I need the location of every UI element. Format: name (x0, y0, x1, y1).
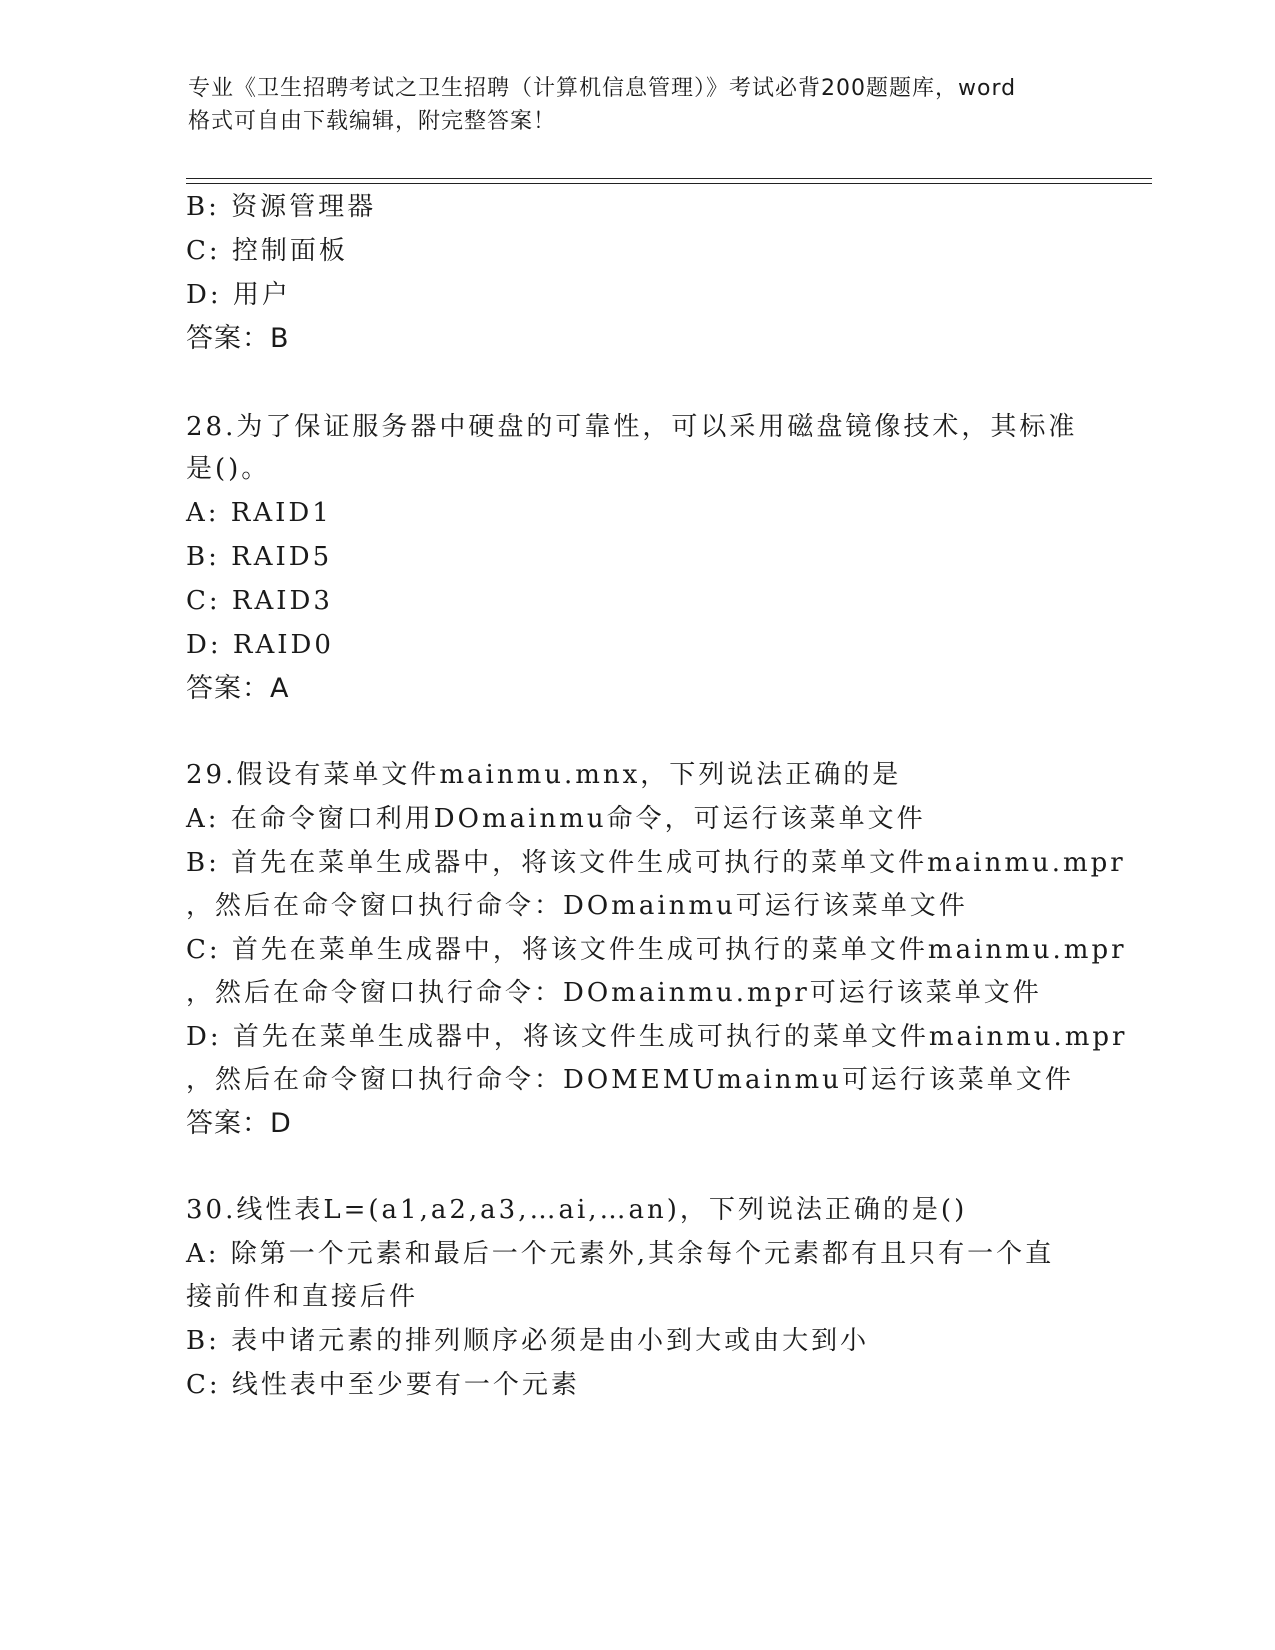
q29-answer: 答案：D (186, 1108, 292, 1139)
header-divider-bottom (186, 183, 1152, 184)
q30-option-b: B: 表中诸元素的排列顺序必须是由小到大或由大到小 (186, 1326, 870, 1356)
q28-option-b: B: RAID5 (186, 542, 333, 572)
q30-option-a-line-1: A: 除第一个元素和最后一个元素外,其余每个元素都有且只有一个直 (186, 1239, 1055, 1269)
document-header (188, 72, 1088, 138)
q27-answer: 答案：B (186, 323, 290, 354)
q29-option-b-line-1: B: 首先在菜单生成器中，将该文件生成可执行的菜单文件mainmu.mpr (186, 848, 1126, 878)
q28-answer: 答案：A (186, 673, 290, 704)
q29-option-b-line-2: ，然后在命令窗口执行命令：DOmainmu可运行该菜单文件 (186, 891, 968, 921)
q30-option-a-line-2: 接前件和直接后件 (186, 1282, 419, 1312)
q27-option-d: D: 用户 (186, 280, 291, 310)
q28-stem-line-2: 是()。 (186, 454, 271, 484)
q30-stem: 30.线性表L=(a1,a2,a3,…ai,…an)，下列说法正确的是() (186, 1195, 968, 1225)
q28-option-d: D: RAID0 (186, 630, 334, 660)
q30-option-c: C: 线性表中至少要有一个元素 (186, 1370, 580, 1400)
header-divider-top (186, 178, 1152, 179)
q28-option-a: A: RAID1 (186, 498, 332, 528)
header-line-2: 格式可自由下载编辑，附完整答案！ (188, 109, 557, 134)
q29-stem: 29.假设有菜单文件mainmu.mnx，下列说法正确的是 (186, 760, 902, 790)
q29-option-c-line-1: C: 首先在菜单生成器中，将该文件生成可执行的菜单文件mainmu.mpr (186, 935, 1127, 965)
q29-option-d-line-2: ，然后在命令窗口执行命令：DOMEMUmainmu可运行该菜单文件 (186, 1065, 1074, 1095)
q28-option-c: C: RAID3 (186, 586, 333, 616)
q29-option-a: A: 在命令窗口利用DOmainmu命令，可运行该菜单文件 (186, 804, 926, 834)
q28-stem-line-1: 28.为了保证服务器中硬盘的可靠性，可以采用磁盘镜像技术，其标准 (186, 412, 1078, 442)
q27-option-c: C: 控制面板 (186, 236, 348, 266)
header-line-1: 专业《卫生招聘考试之卫生招聘（计算机信息管理）》考试必背200题题库，word (188, 76, 1017, 101)
q29-option-c-line-2: ，然后在命令窗口执行命令：DOmainmu.mpr可运行该菜单文件 (186, 978, 1042, 1008)
q29-option-d-line-1: D: 首先在菜单生成器中，将该文件生成可执行的菜单文件mainmu.mpr (186, 1022, 1128, 1052)
q27-option-b: B: 资源管理器 (186, 192, 377, 222)
